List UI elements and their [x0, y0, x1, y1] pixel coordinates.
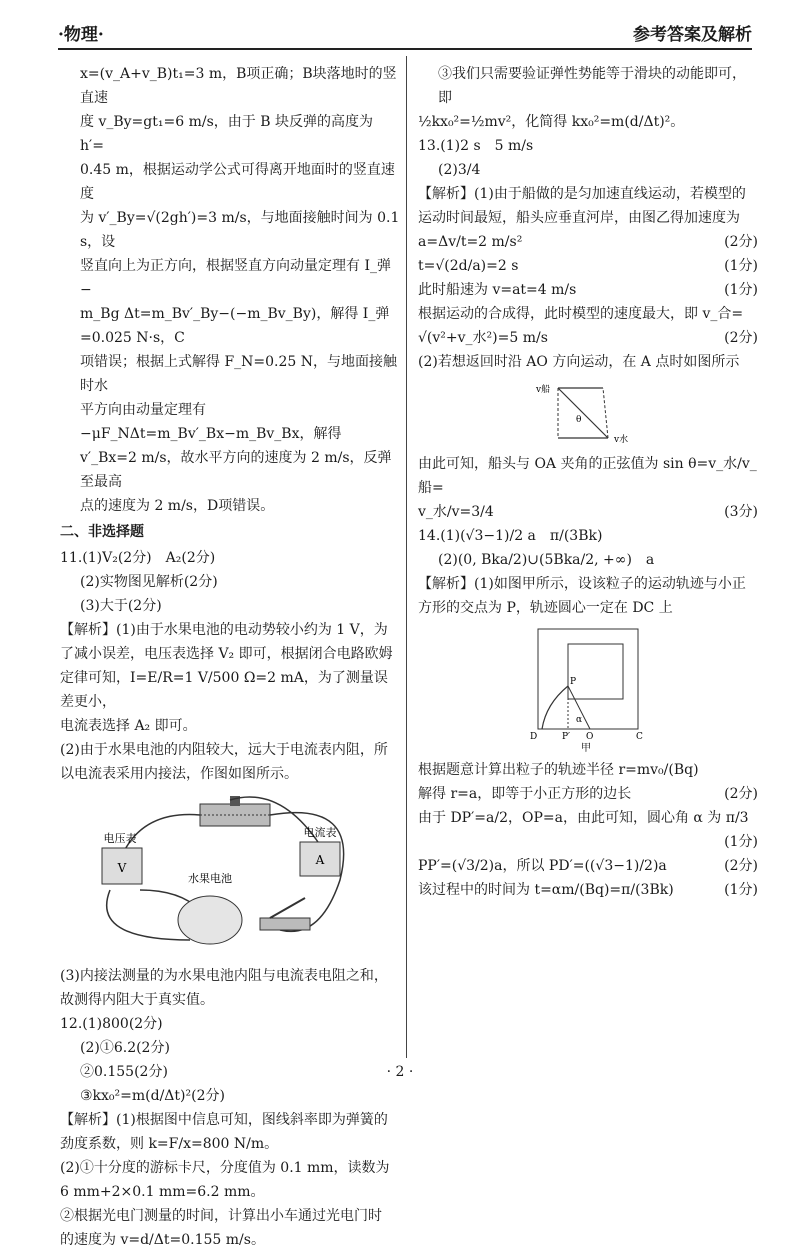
page-header — [58, 14, 752, 50]
equation-row — [418, 758, 758, 782]
voltmeter-label: 电压表 — [103, 832, 137, 845]
analysis-line: 方形的交点为 P，轨迹圆心一定在 DC 上 — [418, 600, 673, 616]
score: (1分) — [724, 258, 758, 274]
analysis-line: (2)由于水果电池的内阻较大，远大于电流表内阻，所 — [60, 742, 388, 758]
answer-line: 14.(1)(√3−1)/2 a π/(3Bk) — [418, 528, 603, 544]
page-number: · 2 · — [386, 1064, 414, 1080]
text-line: 项错误；根据上式解得 F_N=0.25 N，与地面接触时水 — [80, 354, 398, 394]
battery-label: 水果电池 — [188, 872, 232, 885]
score: (1分) — [724, 834, 758, 850]
analysis-line: 故测得内阻大于真实值。 — [60, 992, 214, 1008]
equation-row — [418, 278, 758, 302]
equation-row — [418, 782, 758, 806]
voltmeter-symbol: V — [117, 861, 127, 875]
text-line: v′_Bx=2 m/s，故水平方向的速度为 2 m/s，反弹至最高 — [80, 450, 392, 490]
analysis-line: 【解析】(1)如图甲所示，设该粒子的运动轨迹与小正 — [418, 576, 746, 592]
velocity-diagram — [528, 378, 648, 448]
ammeter-label: 电流表 — [303, 826, 337, 839]
answer-line: 11.(1)V₂(2分) A₂(2分) — [60, 550, 216, 566]
point-d: D — [530, 732, 538, 742]
text-line: (2)若想返回时沿 AO 方向运动，在 A 点时如图所示 — [418, 354, 740, 370]
text-line: 由此可知，船头与 OA 夹角的正弦值为 sin θ=v_水/v_船= — [418, 456, 757, 496]
analysis-line: ②根据光电门测量的时间，计算出小车通过光电门时 — [60, 1208, 382, 1224]
section-title: 参考答案及解析 — [633, 25, 752, 45]
point-p-prime: P′ — [562, 732, 571, 742]
analysis-line: 【解析】(1)根据图中信息可知，图线斜率即为弹簧的 — [60, 1112, 388, 1128]
answer-line: 13.(1)2 s 5 m/s — [418, 138, 534, 154]
answer-line: (2)3/4 — [438, 162, 481, 178]
theta-label: θ — [576, 415, 582, 425]
equation: 由于 DP′=a/2，OP=a，由此可知，圆心角 α 为 π/3 — [418, 810, 749, 826]
section-heading: 二、非选择题 — [60, 524, 144, 540]
ammeter-symbol: A — [315, 853, 325, 867]
equation: 解得 r=a，即等于小正方形的边长 — [418, 786, 632, 802]
right-column — [418, 62, 758, 902]
score: (2分) — [724, 330, 758, 346]
analysis-line: 电流表选择 A₂ 即可。 — [60, 718, 197, 734]
equation: a=Δv/t=2 m/s² — [418, 234, 523, 250]
analysis-line: 【解析】(1)由于船做的是匀加速直线运动，若模型的 — [418, 186, 746, 202]
score: (2分) — [724, 786, 758, 802]
score: (1分) — [724, 282, 758, 298]
text-line: 竖直向上为正方向，根据竖直方向动量定理有 I_弹− — [80, 258, 391, 298]
equation-row — [418, 254, 758, 278]
equation: t=√(2d/a)=2 s — [418, 258, 519, 274]
text-line: 度 v_By=gt₁=6 m/s，由于 B 块反弹的高度为 h′= — [80, 114, 373, 154]
analysis-line: 了减小误差，电压表选择 V₂ 即可，根据闭合电路欧姆 — [60, 646, 393, 662]
equation-row — [418, 830, 758, 854]
equation-row — [418, 806, 758, 830]
text-line: 点的速度为 2 m/s，D项错误。 — [80, 498, 275, 514]
analysis-line: 定律可知，I=E/R=1 V/500 Ω=2 mA，为了测量误差更小， — [60, 670, 388, 710]
equation-row — [418, 230, 758, 254]
text-line: ③我们只需要验证弹性势能等于滑块的动能即可，即 — [438, 66, 746, 106]
text-line: x=(v_A+v_B)t₁=3 m，B项正确；B块落地时的竖直速 — [80, 66, 397, 106]
v-boat-label: v船 — [536, 385, 551, 395]
equation-row — [418, 500, 758, 524]
answer-line: (2)实物图见解析(2分) — [80, 574, 218, 590]
equation: √(v²+v_水²)=5 m/s — [418, 330, 548, 346]
answer-line: (2)(0, Bka/2)∪(5Bka/2, +∞) a — [438, 552, 655, 568]
analysis-line: 【解析】(1)由于水果电池的电动势较小约为 1 V，为 — [60, 622, 388, 638]
text-line: 为 v′_By=√(2gh′)=3 m/s，与地面接触时间为 0.1 s，设 — [80, 210, 400, 250]
text-line: 0.45 m，根据运动学公式可得离开地面时的竖直速度 — [80, 162, 395, 202]
score: (3分) — [724, 504, 758, 520]
score: (1分) — [724, 882, 758, 898]
figure-caption: 甲 — [581, 743, 591, 754]
score: (2分) — [724, 234, 758, 250]
analysis-line: (3)内接法测量的为水果电池内阻与电流表电阻之和， — [60, 968, 388, 984]
text-line: 平方向由动量定理有 −μF_NΔt=m_Bv′_Bx−m_Bv_Bx，解得 — [80, 402, 342, 442]
equation: v_水/v=3/4 — [418, 504, 494, 520]
equation-row — [418, 878, 758, 902]
column-divider — [406, 56, 407, 1058]
equation: 该过程中的时间为 t=αm/(Bq)=π/(3Bk) — [418, 882, 674, 898]
equation: 此时船速为 v=at=4 m/s — [418, 282, 577, 298]
answer-line: ②0.155(2分) — [80, 1064, 168, 1080]
answer-line: (3)大于(2分) — [80, 598, 162, 614]
subject-label: ·物理· — [58, 25, 104, 45]
point-c: C — [636, 732, 643, 742]
circuit-figure — [80, 790, 380, 960]
equation-row — [418, 854, 758, 878]
analysis-line: 劲度系数，则 k=F/x=800 N/m。 — [60, 1136, 279, 1152]
equation: PP′=(√3/2)a，所以 PD′=((√3−1)/2)a — [418, 858, 667, 874]
point-o: O — [586, 732, 594, 742]
analysis-line: 运动时间最短，船头应垂直河岸，由图乙得加速度为 — [418, 210, 740, 226]
answer-line: 12.(1)800(2分) — [60, 1016, 163, 1032]
text-line: m_Bg Δt=m_Bv′_By−(−m_Bv_By)，解得 I_弹=0.025 N·s，C — [80, 306, 390, 346]
text-line: 根据运动的合成得，此时模型的速度最大，即 v_合= — [418, 306, 744, 322]
equation: 根据题意计算出粒子的轨迹半径 r=mv₀/(Bq) — [418, 762, 699, 778]
answer-line: (2)①6.2(2分) — [80, 1040, 170, 1056]
score: (2分) — [724, 858, 758, 874]
analysis-line: 以电流表采用内接法，作图如图所示。 — [60, 766, 298, 782]
analysis-line: 的速度为 v=d/Δt=0.155 m/s。 — [60, 1232, 265, 1248]
square-diagram — [528, 624, 648, 754]
equation-row — [418, 326, 758, 350]
analysis-line: 6 mm+2×0.1 mm=6.2 mm。 — [60, 1184, 265, 1200]
point-p: P — [570, 677, 577, 687]
text-line: ½kx₀²=½mv²，化简得 kx₀²=m(d/Δt)²。 — [418, 114, 685, 130]
analysis-line: (2)①十分度的游标卡尺，分度值为 0.1 mm，读数为 — [60, 1160, 390, 1176]
angle-alpha: α — [576, 715, 583, 725]
v-water-label: v水 — [614, 435, 629, 445]
answer-line: ③kx₀²=m(d/Δt)²(2分) — [80, 1088, 225, 1104]
